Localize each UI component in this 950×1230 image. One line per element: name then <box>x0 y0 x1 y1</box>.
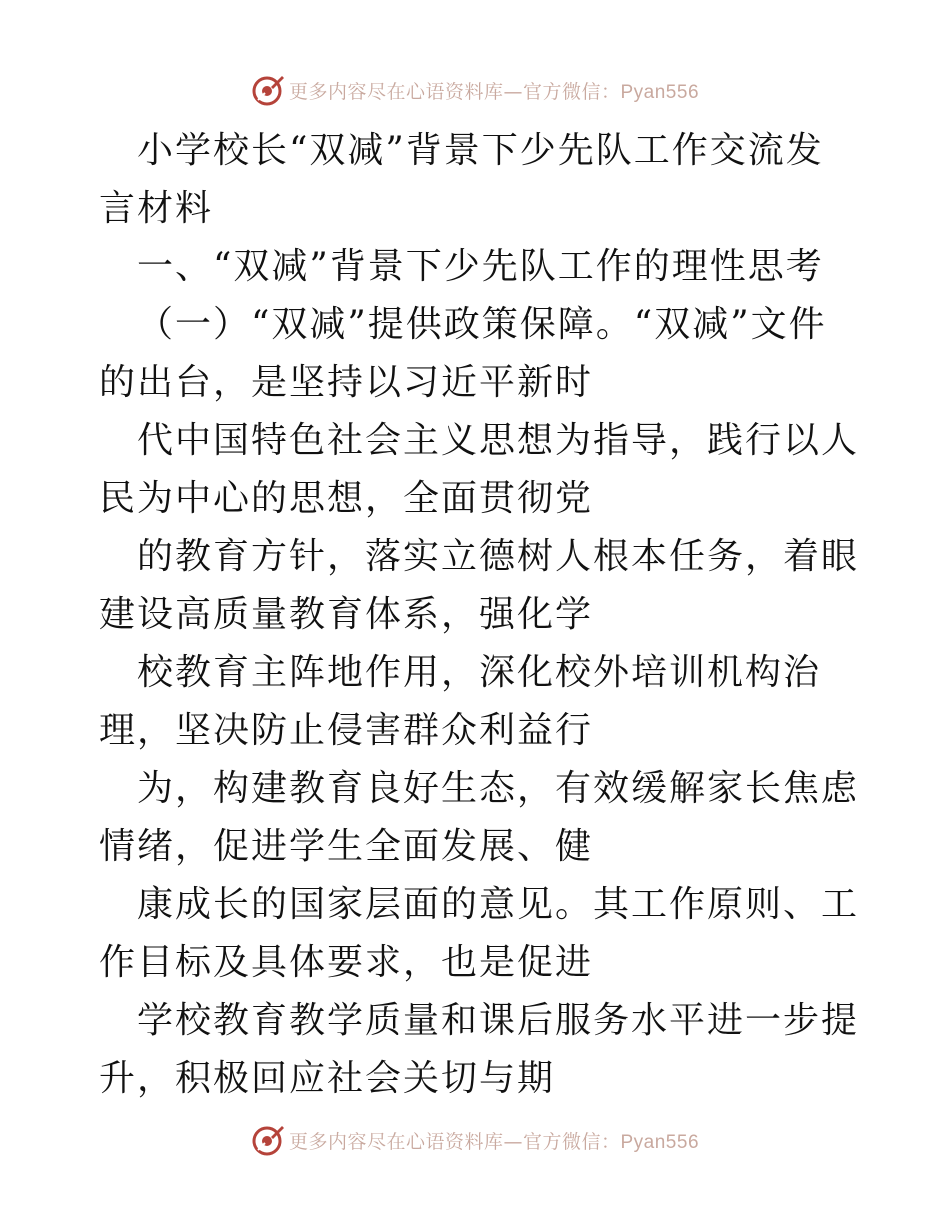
paragraph: 康成长的国家层面的意见。其工作原则、工作目标及具体要求，也是促进 <box>99 884 860 983</box>
watermark-wechat-id: Pyan556 <box>620 81 700 103</box>
paragraph: 代中国特色社会主义思想为指导，践行以人民为中心的思想，全面贯彻党 <box>99 420 860 519</box>
section-heading: 一、“双减”背景下少先队工作的理性思考 <box>137 246 824 287</box>
watermark-wechat-label: 官方微信： <box>522 1130 621 1153</box>
header-watermark <box>0 70 950 110</box>
paragraph: 的教育方针，落实立德树人根本任务，着眼建设高质量教育体系，强化学 <box>99 536 860 635</box>
pen-logo-icon <box>251 73 285 107</box>
watermark-site-name: 更多内容尽在心语资料库 <box>288 80 504 103</box>
footer-watermark <box>0 1120 950 1160</box>
paragraph: （一）“双减”提供政策保障。“双减”文件的出台，是坚持以习近平新时 <box>99 304 827 403</box>
paragraph: 为，构建教育良好生态，有效缓解家长焦虑情绪，促进学生全面发展、健 <box>99 768 860 867</box>
pen-logo-icon <box>251 1123 285 1157</box>
document-body <box>99 122 859 1108</box>
document-title: 小学校长“双减”背景下少先队工作交流发言材料 <box>99 130 824 229</box>
paragraph: 校教育主阵地作用，深化校外培训机构治理，坚决防止侵害群众利益行 <box>99 652 822 751</box>
paragraph: 学校教育教学质量和课后服务水平进一步提升，积极回应社会关切与期 <box>99 1000 860 1099</box>
watermark-text <box>289 77 699 104</box>
watermark-text <box>289 1127 699 1154</box>
watermark-wechat-id: Pyan556 <box>620 1131 700 1153</box>
watermark-site-name: 更多内容尽在心语资料库 <box>288 1130 504 1153</box>
watermark-wechat-label: 官方微信： <box>522 80 621 103</box>
watermark-separator: — <box>503 1130 523 1153</box>
watermark-separator: — <box>503 80 523 103</box>
